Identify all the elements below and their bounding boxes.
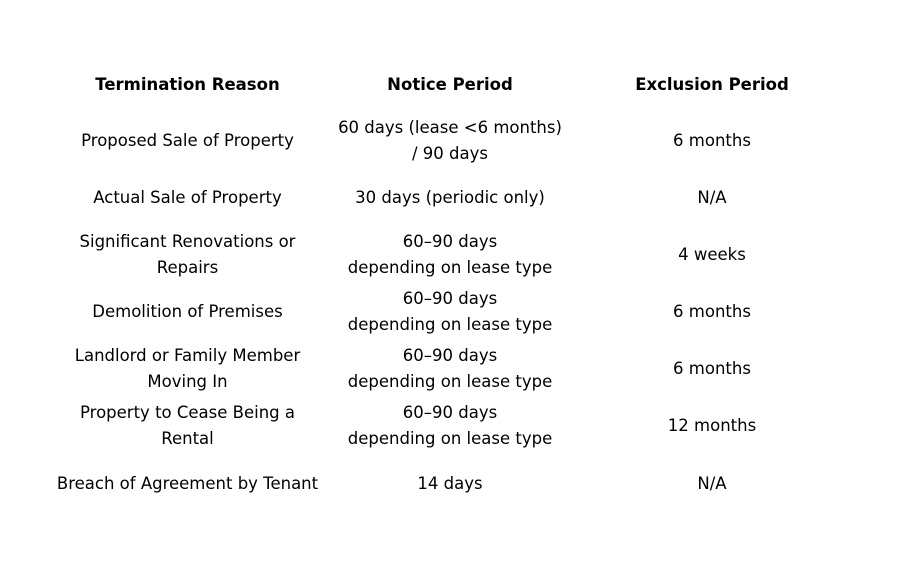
reason-cell: Property to Cease Being a Rental bbox=[80, 403, 295, 448]
reason-cell: Breach of Agreement by Tenant bbox=[56, 474, 319, 493]
exclusion-cell: 4 weeks bbox=[678, 245, 746, 264]
reason-cell: Actual Sale of Property bbox=[93, 188, 282, 207]
notice-cell: 60–90 days depending on lease type bbox=[347, 232, 553, 277]
notice-cell: 30 days (periodic only) bbox=[355, 188, 545, 207]
exclusion-cell: 6 months bbox=[673, 302, 751, 321]
notice-cell: 60 days (lease <6 months) / 90 days bbox=[338, 118, 562, 163]
reason-cell: Proposed Sale of Property bbox=[81, 131, 294, 150]
exclusion-cell: N/A bbox=[697, 474, 727, 493]
exclusion-cell: 6 months bbox=[673, 131, 751, 150]
header-notice-period: Notice Period bbox=[387, 75, 513, 94]
table-header-row bbox=[0, 70, 900, 100]
table-row bbox=[0, 470, 900, 498]
table-row bbox=[0, 342, 900, 396]
notice-cell: 14 days bbox=[417, 474, 483, 493]
table-row bbox=[0, 228, 900, 282]
reason-cell: Significant Renovations or Repairs bbox=[79, 232, 296, 277]
table-row bbox=[0, 399, 900, 453]
exclusion-cell: N/A bbox=[697, 188, 727, 207]
header-exclusion-period: Exclusion Period bbox=[635, 75, 789, 94]
table-row bbox=[0, 114, 900, 168]
notice-cell: 60–90 days depending on lease type bbox=[347, 403, 553, 448]
header-termination-reason: Termination Reason bbox=[95, 75, 280, 94]
notice-cell: 60–90 days depending on lease type bbox=[347, 346, 553, 391]
reason-cell: Demolition of Premises bbox=[92, 302, 283, 321]
table-row bbox=[0, 184, 900, 212]
notice-cell: 60–90 days depending on lease type bbox=[347, 289, 553, 334]
table-row bbox=[0, 285, 900, 339]
exclusion-cell: 6 months bbox=[673, 359, 751, 378]
reason-cell: Landlord or Family Member Moving In bbox=[74, 346, 301, 391]
exclusion-cell: 12 months bbox=[667, 416, 757, 435]
